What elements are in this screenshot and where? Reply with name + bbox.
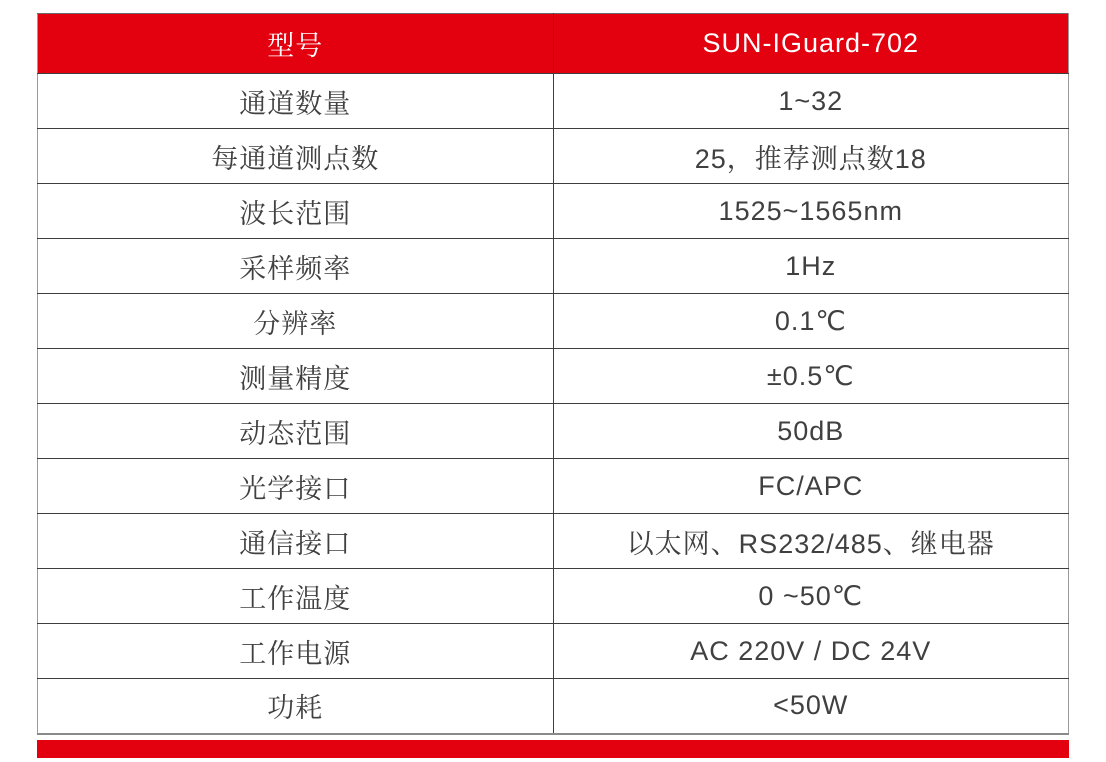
value-cell: 25，推荐测点数18 xyxy=(553,129,1069,184)
value-cell: <50W xyxy=(553,679,1069,734)
table-row xyxy=(38,349,1069,404)
value-cell: 0.1℃ xyxy=(553,294,1069,349)
table-row xyxy=(38,239,1069,294)
table-row xyxy=(38,294,1069,349)
table-row xyxy=(38,404,1069,459)
param-cell: 功耗 xyxy=(38,679,554,734)
param-cell: 动态范围 xyxy=(38,404,554,459)
table-row xyxy=(38,514,1069,569)
param-cell: 波长范围 xyxy=(38,184,554,239)
value-cell: 0 ~50℃ xyxy=(553,569,1069,624)
param-cell: 光学接口 xyxy=(38,459,554,514)
param-cell: 测量精度 xyxy=(38,349,554,404)
value-cell: 1525~1565nm xyxy=(553,184,1069,239)
table-row xyxy=(38,129,1069,184)
param-cell: 工作电源 xyxy=(38,624,554,679)
value-cell: AC 220V / DC 24V xyxy=(553,624,1069,679)
table-row xyxy=(38,184,1069,239)
value-cell: 以太网、RS232/485、继电器 xyxy=(553,514,1069,569)
param-cell: 工作温度 xyxy=(38,569,554,624)
value-cell: 50dB xyxy=(553,404,1069,459)
param-cell: 每通道测点数 xyxy=(38,129,554,184)
param-cell: 分辨率 xyxy=(38,294,554,349)
param-cell: 通信接口 xyxy=(38,514,554,569)
value-cell: ±0.5℃ xyxy=(553,349,1069,404)
param-cell: 采样频率 xyxy=(38,239,554,294)
header-param-cell: 型号 xyxy=(38,14,554,74)
spec-table xyxy=(37,13,1069,735)
table-row xyxy=(38,569,1069,624)
table-row xyxy=(38,679,1069,734)
value-cell: 1Hz xyxy=(553,239,1069,294)
header-value-cell: SUN-IGuard-702 xyxy=(702,28,920,58)
param-cell: 通道数量 xyxy=(38,74,554,129)
table-row xyxy=(38,74,1069,129)
value-cell: 1~32 xyxy=(553,74,1069,129)
value-cell: FC/APC xyxy=(553,459,1069,514)
table-row xyxy=(38,624,1069,679)
table-header-row xyxy=(38,14,1069,74)
bottom-accent-bar xyxy=(37,740,1069,758)
table-row xyxy=(38,459,1069,514)
